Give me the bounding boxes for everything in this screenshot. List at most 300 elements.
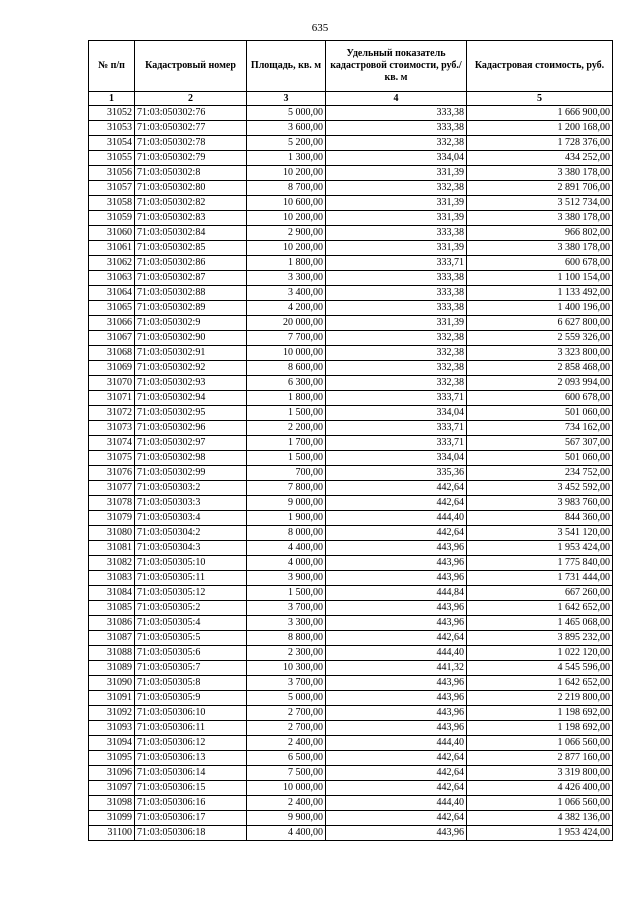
area-value: 1 700,00 (247, 436, 326, 451)
column-number: 4 (326, 92, 467, 106)
table-row (89, 826, 613, 841)
unit-rate-value: 331,39 (326, 196, 467, 211)
cadastral-number: 71:03:050302:92 (135, 361, 247, 376)
area-value: 6 300,00 (247, 376, 326, 391)
row-index: 31085 (89, 601, 135, 616)
header-index: № п/п (89, 41, 135, 92)
table-row (89, 541, 613, 556)
row-index: 31064 (89, 286, 135, 301)
table-row (89, 736, 613, 751)
cadastral-cost-value: 1 728 376,00 (467, 136, 613, 151)
cadastral-number: 71:03:050302:76 (135, 106, 247, 121)
cadastral-cost-value: 3 512 734,00 (467, 196, 613, 211)
cadastral-number: 71:03:050306:13 (135, 751, 247, 766)
area-value: 7 500,00 (247, 766, 326, 781)
unit-rate-value: 442,64 (326, 811, 467, 826)
area-value: 8 700,00 (247, 181, 326, 196)
cadastral-number: 71:03:050305:8 (135, 676, 247, 691)
row-index: 31052 (89, 106, 135, 121)
cadastral-number: 71:03:050306:10 (135, 706, 247, 721)
cadastral-cost-value: 1 642 652,00 (467, 676, 613, 691)
cadastral-number: 71:03:050302:77 (135, 121, 247, 136)
cadastral-cost-value: 567 307,00 (467, 436, 613, 451)
cadastral-number: 71:03:050306:15 (135, 781, 247, 796)
row-index: 31068 (89, 346, 135, 361)
cadastral-number: 71:03:050306:11 (135, 721, 247, 736)
table-row (89, 376, 613, 391)
cadastral-cost-value: 1 198 692,00 (467, 706, 613, 721)
row-index: 31063 (89, 271, 135, 286)
unit-rate-value: 442,64 (326, 751, 467, 766)
cadastral-number: 71:03:050302:97 (135, 436, 247, 451)
unit-rate-value: 334,04 (326, 151, 467, 166)
row-index: 31078 (89, 496, 135, 511)
table-row (89, 361, 613, 376)
row-index: 31090 (89, 676, 135, 691)
cadastral-cost-value: 1 066 560,00 (467, 796, 613, 811)
row-index: 31082 (89, 556, 135, 571)
cadastral-cost-value: 3 319 800,00 (467, 766, 613, 781)
area-value: 6 500,00 (247, 751, 326, 766)
cadastral-cost-value: 3 541 120,00 (467, 526, 613, 541)
row-index: 31056 (89, 166, 135, 181)
table-row (89, 766, 613, 781)
row-index: 31065 (89, 301, 135, 316)
cadastral-cost-value: 1 400 196,00 (467, 301, 613, 316)
unit-rate-value: 333,38 (326, 226, 467, 241)
row-index: 31080 (89, 526, 135, 541)
cadastral-cost-value: 1 642 652,00 (467, 601, 613, 616)
cadastral-cost-value: 966 802,00 (467, 226, 613, 241)
cadastral-cost-value: 3 323 800,00 (467, 346, 613, 361)
table-row (89, 781, 613, 796)
cadastral-number: 71:03:050304:2 (135, 526, 247, 541)
row-index: 31095 (89, 751, 135, 766)
area-value: 9 900,00 (247, 811, 326, 826)
area-value: 5 200,00 (247, 136, 326, 151)
table-row (89, 661, 613, 676)
cadastral-number: 71:03:050302:96 (135, 421, 247, 436)
table-row (89, 646, 613, 661)
header-cadastral-cost: Кадастровая стоимость, руб. (467, 41, 613, 92)
cadastral-number: 71:03:050305:7 (135, 661, 247, 676)
unit-rate-value: 443,96 (326, 541, 467, 556)
cadastral-cost-value: 667 260,00 (467, 586, 613, 601)
unit-rate-value: 442,64 (326, 481, 467, 496)
area-value: 4 200,00 (247, 301, 326, 316)
cadastral-cost-value: 1 133 492,00 (467, 286, 613, 301)
table-row (89, 631, 613, 646)
cadastral-cost-value: 600 678,00 (467, 256, 613, 271)
cadastral-cost-value: 3 380 178,00 (467, 241, 613, 256)
table-row (89, 331, 613, 346)
table-body (89, 92, 613, 841)
table-row (89, 301, 613, 316)
table-row (89, 466, 613, 481)
cadastral-cost-value: 2 219 800,00 (467, 691, 613, 706)
table-row (89, 316, 613, 331)
row-index: 31076 (89, 466, 135, 481)
unit-rate-value: 443,96 (326, 706, 467, 721)
area-value: 2 700,00 (247, 721, 326, 736)
row-index: 31087 (89, 631, 135, 646)
table-row (89, 391, 613, 406)
cadastral-cost-value: 1 465 068,00 (467, 616, 613, 631)
row-index: 31062 (89, 256, 135, 271)
row-index: 31092 (89, 706, 135, 721)
row-index: 31086 (89, 616, 135, 631)
area-value: 8 600,00 (247, 361, 326, 376)
cadastral-number: 71:03:050302:86 (135, 256, 247, 271)
row-index: 31098 (89, 796, 135, 811)
table-row (89, 616, 613, 631)
cadastral-cost-value: 3 983 760,00 (467, 496, 613, 511)
area-value: 10 600,00 (247, 196, 326, 211)
unit-rate-value: 333,38 (326, 106, 467, 121)
cadastral-number: 71:03:050302:88 (135, 286, 247, 301)
unit-rate-value: 443,96 (326, 556, 467, 571)
cadastral-number: 71:03:050305:4 (135, 616, 247, 631)
column-number: 5 (467, 92, 613, 106)
unit-rate-value: 443,96 (326, 601, 467, 616)
area-value: 10 300,00 (247, 661, 326, 676)
row-index: 31054 (89, 136, 135, 151)
table-row (89, 751, 613, 766)
cadastral-number: 71:03:050302:99 (135, 466, 247, 481)
table-row (89, 601, 613, 616)
cadastral-number: 71:03:050306:12 (135, 736, 247, 751)
cadastral-number: 71:03:050302:80 (135, 181, 247, 196)
row-index: 31060 (89, 226, 135, 241)
area-value: 3 400,00 (247, 286, 326, 301)
table-row (89, 121, 613, 136)
area-value: 10 000,00 (247, 346, 326, 361)
unit-rate-value: 444,40 (326, 511, 467, 526)
unit-rate-value: 333,71 (326, 256, 467, 271)
area-value: 8 000,00 (247, 526, 326, 541)
area-value: 3 700,00 (247, 601, 326, 616)
table-row (89, 256, 613, 271)
unit-rate-value: 443,96 (326, 616, 467, 631)
area-value: 1 900,00 (247, 511, 326, 526)
row-index: 31066 (89, 316, 135, 331)
row-index: 31059 (89, 211, 135, 226)
area-value: 5 000,00 (247, 691, 326, 706)
table-row (89, 451, 613, 466)
cadastral-number: 71:03:050302:83 (135, 211, 247, 226)
header-unit-rate: Удельный показатель кадастровой стоимости, руб./кв. м (326, 41, 467, 92)
area-value: 2 900,00 (247, 226, 326, 241)
area-value: 1 800,00 (247, 256, 326, 271)
unit-rate-value: 333,38 (326, 271, 467, 286)
cadastral-cost-value: 2 559 326,00 (467, 331, 613, 346)
unit-rate-value: 332,38 (326, 376, 467, 391)
cadastral-cost-value: 434 252,00 (467, 151, 613, 166)
unit-rate-value: 333,71 (326, 421, 467, 436)
table-row (89, 571, 613, 586)
unit-rate-value: 333,71 (326, 391, 467, 406)
column-number: 2 (135, 92, 247, 106)
cadastral-cost-value: 1 953 424,00 (467, 541, 613, 556)
cadastral-cost-value: 501 060,00 (467, 451, 613, 466)
table-row (89, 106, 613, 121)
table-row (89, 496, 613, 511)
table-row (89, 676, 613, 691)
area-value: 3 300,00 (247, 271, 326, 286)
unit-rate-value: 442,64 (326, 631, 467, 646)
area-value: 7 700,00 (247, 331, 326, 346)
row-index: 31069 (89, 361, 135, 376)
cadastral-cost-value: 6 627 800,00 (467, 316, 613, 331)
cadastral-cost-value: 1 100 154,00 (467, 271, 613, 286)
cadastral-cost-value: 734 162,00 (467, 421, 613, 436)
area-value: 4 000,00 (247, 556, 326, 571)
area-value: 1 800,00 (247, 391, 326, 406)
unit-rate-value: 332,38 (326, 361, 467, 376)
table-header (89, 41, 613, 92)
cadastral-number: 71:03:050306:14 (135, 766, 247, 781)
cadastral-cost-value: 1 066 560,00 (467, 736, 613, 751)
table-row (89, 226, 613, 241)
cadastral-number: 71:03:050302:98 (135, 451, 247, 466)
area-value: 10 200,00 (247, 241, 326, 256)
cadastral-number: 71:03:050303:3 (135, 496, 247, 511)
area-value: 3 300,00 (247, 616, 326, 631)
cadastral-number: 71:03:050305:11 (135, 571, 247, 586)
unit-rate-value: 334,04 (326, 451, 467, 466)
unit-rate-value: 333,38 (326, 286, 467, 301)
cadastral-number: 71:03:050302:89 (135, 301, 247, 316)
cadastral-number: 71:03:050305:10 (135, 556, 247, 571)
area-value: 2 300,00 (247, 646, 326, 661)
unit-rate-value: 442,64 (326, 766, 467, 781)
table-row (89, 481, 613, 496)
area-value: 1 500,00 (247, 406, 326, 421)
cadastral-cost-value: 4 545 596,00 (467, 661, 613, 676)
unit-rate-value: 333,71 (326, 436, 467, 451)
area-value: 5 000,00 (247, 106, 326, 121)
table-row (89, 511, 613, 526)
row-index: 31055 (89, 151, 135, 166)
cadastral-number: 71:03:050302:82 (135, 196, 247, 211)
table-row (89, 586, 613, 601)
row-index: 31089 (89, 661, 135, 676)
row-index: 31100 (89, 826, 135, 841)
table-row (89, 241, 613, 256)
unit-rate-value: 443,96 (326, 721, 467, 736)
unit-rate-value: 442,64 (326, 781, 467, 796)
table-row (89, 406, 613, 421)
unit-rate-value: 443,96 (326, 571, 467, 586)
area-value: 4 400,00 (247, 826, 326, 841)
cadastral-cost-value: 1 666 900,00 (467, 106, 613, 121)
row-index: 31083 (89, 571, 135, 586)
row-index: 31073 (89, 421, 135, 436)
cadastral-cost-value: 1 775 840,00 (467, 556, 613, 571)
cadastral-number: 71:03:050302:85 (135, 241, 247, 256)
cadastral-number: 71:03:050304:3 (135, 541, 247, 556)
area-value: 2 400,00 (247, 736, 326, 751)
row-index: 31070 (89, 376, 135, 391)
cadastral-number: 71:03:050302:8 (135, 166, 247, 181)
table-row (89, 691, 613, 706)
area-value: 2 200,00 (247, 421, 326, 436)
cadastral-number: 71:03:050305:5 (135, 631, 247, 646)
unit-rate-value: 443,96 (326, 826, 467, 841)
cadastral-cost-value: 1 022 120,00 (467, 646, 613, 661)
cadastral-number: 71:03:050303:4 (135, 511, 247, 526)
cadastral-number: 71:03:050302:87 (135, 271, 247, 286)
unit-rate-value: 444,84 (326, 586, 467, 601)
cadastral-number: 71:03:050305:6 (135, 646, 247, 661)
unit-rate-value: 331,39 (326, 241, 467, 256)
cadastral-cost-value: 501 060,00 (467, 406, 613, 421)
table-row (89, 196, 613, 211)
unit-rate-value: 442,64 (326, 526, 467, 541)
row-index: 31096 (89, 766, 135, 781)
row-index: 31077 (89, 481, 135, 496)
cadastral-number: 71:03:050302:90 (135, 331, 247, 346)
unit-rate-value: 333,38 (326, 121, 467, 136)
table-row (89, 721, 613, 736)
table-row (89, 556, 613, 571)
row-index: 31075 (89, 451, 135, 466)
cadastral-number: 71:03:050305:12 (135, 586, 247, 601)
table-row (89, 211, 613, 226)
cadastral-cost-value: 3 452 592,00 (467, 481, 613, 496)
area-value: 3 900,00 (247, 571, 326, 586)
cadastral-cost-value: 1 200 168,00 (467, 121, 613, 136)
cadastral-cost-value: 2 877 160,00 (467, 751, 613, 766)
unit-rate-value: 444,40 (326, 736, 467, 751)
area-value: 700,00 (247, 466, 326, 481)
row-index: 31093 (89, 721, 135, 736)
row-index: 31079 (89, 511, 135, 526)
row-index: 31058 (89, 196, 135, 211)
unit-rate-value: 443,96 (326, 691, 467, 706)
cadastral-cost-value: 600 678,00 (467, 391, 613, 406)
cadastral-number: 71:03:050302:84 (135, 226, 247, 241)
table-row (89, 151, 613, 166)
table-row (89, 811, 613, 826)
page-number: 635 (311, 22, 329, 34)
table-row (89, 706, 613, 721)
unit-rate-value: 444,40 (326, 646, 467, 661)
table-row (89, 796, 613, 811)
area-value: 10 000,00 (247, 781, 326, 796)
cadastral-number: 71:03:050306:18 (135, 826, 247, 841)
column-number: 1 (89, 92, 135, 106)
cadastral-number: 71:03:050302:91 (135, 346, 247, 361)
unit-rate-value: 441,32 (326, 661, 467, 676)
cadastral-number: 71:03:050305:2 (135, 601, 247, 616)
unit-rate-value: 331,39 (326, 166, 467, 181)
cadastral-cost-value: 1 731 444,00 (467, 571, 613, 586)
cadastral-number: 71:03:050302:93 (135, 376, 247, 391)
unit-rate-value: 443,96 (326, 676, 467, 691)
cadastral-table (88, 40, 613, 841)
row-index: 31061 (89, 241, 135, 256)
row-index: 31094 (89, 736, 135, 751)
column-number-row (89, 92, 613, 106)
unit-rate-value: 444,40 (326, 796, 467, 811)
cadastral-cost-value: 3 895 232,00 (467, 631, 613, 646)
cadastral-number: 71:03:050303:2 (135, 481, 247, 496)
row-index: 31091 (89, 691, 135, 706)
cadastral-number: 71:03:050302:79 (135, 151, 247, 166)
unit-rate-value: 331,39 (326, 211, 467, 226)
table-row (89, 346, 613, 361)
cadastral-cost-value: 3 380 178,00 (467, 211, 613, 226)
unit-rate-value: 334,04 (326, 406, 467, 421)
cadastral-cost-value: 1 953 424,00 (467, 826, 613, 841)
table-row (89, 526, 613, 541)
area-value: 3 600,00 (247, 121, 326, 136)
row-index: 31053 (89, 121, 135, 136)
area-value: 1 300,00 (247, 151, 326, 166)
cadastral-number: 71:03:050302:94 (135, 391, 247, 406)
cadastral-cost-value: 2 093 994,00 (467, 376, 613, 391)
cadastral-number: 71:03:050302:9 (135, 316, 247, 331)
cadastral-cost-value: 2 858 468,00 (467, 361, 613, 376)
row-index: 31097 (89, 781, 135, 796)
cadastral-cost-value: 4 382 136,00 (467, 811, 613, 826)
cadastral-cost-value: 234 752,00 (467, 466, 613, 481)
header-cadastral-number: Кадастровый номер (135, 41, 247, 92)
row-index: 31081 (89, 541, 135, 556)
cadastral-number: 71:03:050306:16 (135, 796, 247, 811)
table-row (89, 286, 613, 301)
area-value: 2 700,00 (247, 706, 326, 721)
unit-rate-value: 333,38 (326, 301, 467, 316)
unit-rate-value: 442,64 (326, 496, 467, 511)
table-row (89, 136, 613, 151)
row-index: 31057 (89, 181, 135, 196)
area-value: 9 000,00 (247, 496, 326, 511)
table-row (89, 166, 613, 181)
area-value: 2 400,00 (247, 796, 326, 811)
cadastral-number: 71:03:050302:78 (135, 136, 247, 151)
header-row (89, 41, 613, 92)
row-index: 31072 (89, 406, 135, 421)
table-row (89, 181, 613, 196)
cadastral-cost-value: 3 380 178,00 (467, 166, 613, 181)
area-value: 4 400,00 (247, 541, 326, 556)
row-index: 31084 (89, 586, 135, 601)
unit-rate-value: 332,38 (326, 136, 467, 151)
cadastral-number: 71:03:050305:9 (135, 691, 247, 706)
table-row (89, 436, 613, 451)
column-number: 3 (247, 92, 326, 106)
cadastral-number: 71:03:050306:17 (135, 811, 247, 826)
row-index: 31074 (89, 436, 135, 451)
row-index: 31067 (89, 331, 135, 346)
row-index: 31099 (89, 811, 135, 826)
row-index: 31071 (89, 391, 135, 406)
unit-rate-value: 332,38 (326, 181, 467, 196)
area-value: 1 500,00 (247, 451, 326, 466)
unit-rate-value: 335,36 (326, 466, 467, 481)
unit-rate-value: 332,38 (326, 346, 467, 361)
cadastral-cost-value: 1 198 692,00 (467, 721, 613, 736)
area-value: 3 700,00 (247, 676, 326, 691)
cadastral-cost-value: 4 426 400,00 (467, 781, 613, 796)
cadastral-cost-value: 2 891 706,00 (467, 181, 613, 196)
table-row (89, 421, 613, 436)
area-value: 7 800,00 (247, 481, 326, 496)
cadastral-number: 71:03:050302:95 (135, 406, 247, 421)
area-value: 10 200,00 (247, 211, 326, 226)
